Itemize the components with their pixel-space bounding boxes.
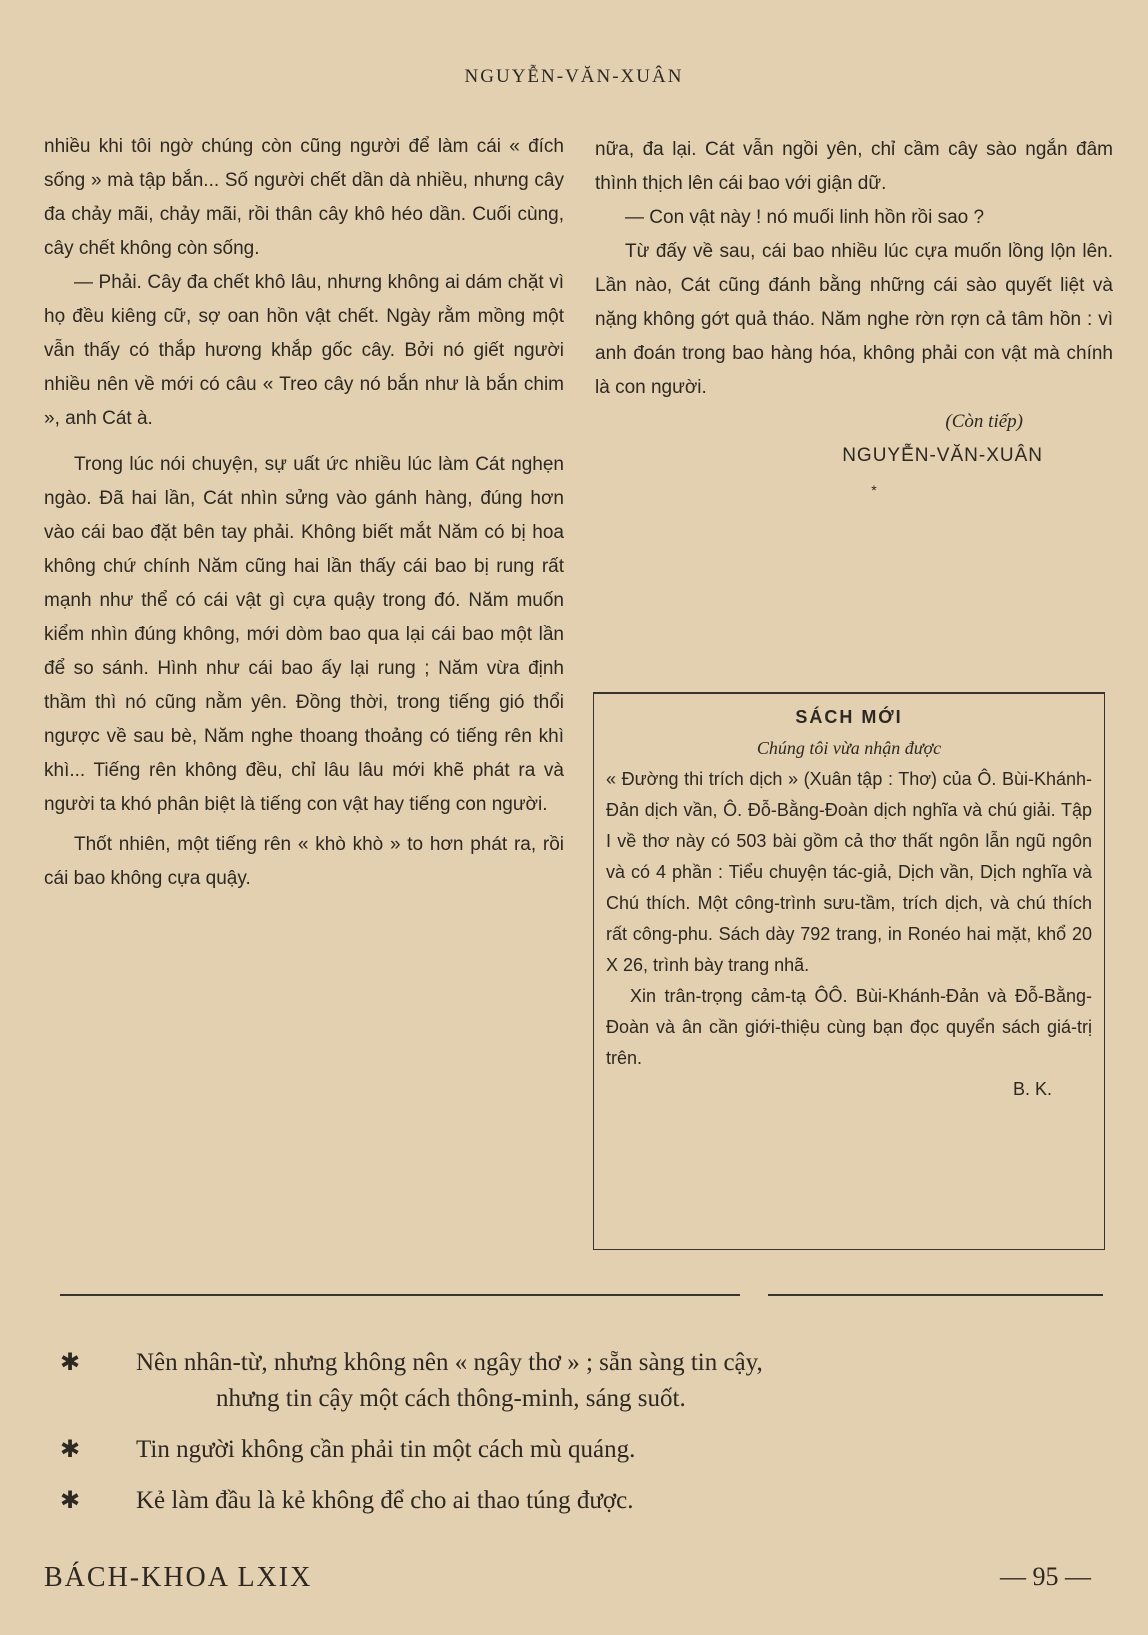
article-paragraph: Trong lúc nói chuyện, sự uất ức nhiều lúc làm Cát nghẹn ngào. Đã hai lần, Cát nhìn sửng vào gánh hàng, đúng hơn vào cái bao đặt bên tay phải. Không biết mắt Năm có bị hoa không chứ chính Năm cũng hai lần thấy cái bao bị rung rất mạnh như thể có cái vật gì cựa quậy trong đó. Năm muốn kiểm nhìn đúng không, mới dòm bao qua lại cái bao một lần để so sánh. Hình như cái bao ấy lại rung ; Năm vừa định thầm thì nó cũng nằm yên. Đồng thời, trong tiếng gió thổi ngược về sau bè, Năm nghe thoang thoảng có tiếng rên khì khì... Tiếng rên không đều, chỉ lâu lâu mới khẽ phát ra và người ta khó phân biệt là tiếng con vật hay tiếng con người. xyxy=(44,454,564,815)
end-mark: * xyxy=(871,482,877,498)
magazine-name: BÁCH-KHOA LXIX xyxy=(44,1562,313,1593)
article-paragraph: nữa, đa lại. Cát vẫn ngồi yên, chỉ cầm cây sào ngắn đâm thình thịch lên cái bao với giận dữ. xyxy=(595,139,1113,194)
divider-rule xyxy=(60,1294,740,1296)
maxim-line: Nên nhân-từ, nhưng không nên « ngây thơ » ; sẵn sàng tin cậy, xyxy=(136,1349,763,1376)
running-head: NGUYỄN-VĂN-XUÂN xyxy=(464,66,684,87)
article-paragraph: — Con vật này ! nó muối linh hồn rồi sao ? xyxy=(625,207,985,228)
notice-heading: SÁCH MỚI xyxy=(795,707,903,727)
article-paragraph: Từ đấy về sau, cái bao nhiều lúc cựa muốn lồng lộn lên. Lần nào, Cát cũng đánh bằng những cái sào quyết liệt và nặng không gớt quả tháo. Năm nghe rờn rợn cả tâm hồn : vì anh đoán trong bao hàng hóa, không phải con vật mà chính là con người. xyxy=(595,241,1113,398)
article-author: NGUYỄN-VĂN-XUÂN xyxy=(842,445,1043,466)
star-icon: ✱ xyxy=(60,1488,81,1514)
article-paragraph: Thốt nhiên, một tiếng rên « khò khò » to hơn phát ra, rồi cái bao không cựa quậy. xyxy=(44,834,564,889)
page-number: — 95 — xyxy=(1000,1562,1091,1591)
notice-subheading: Chúng tôi vừa nhận được xyxy=(756,738,942,758)
notice-paragraph: Xin trân-trọng cảm-tạ ÔÔ. Bùi-Khánh-Đản và Đỗ-Bằng-Đoàn và ân cần giới-thiệu cùng bạn đọc quyển sách giá-trị trên. xyxy=(606,986,1092,1068)
to-be-continued: (Còn tiếp) xyxy=(945,411,1023,432)
maxim-item xyxy=(60,1345,1120,1417)
article-left-column xyxy=(44,130,564,896)
maxim-item xyxy=(60,1432,1120,1468)
notice-signature: B. K. xyxy=(1012,1079,1052,1099)
article-right-column xyxy=(595,133,1113,507)
star-icon: ✱ xyxy=(60,1437,81,1463)
new-books-notice xyxy=(593,692,1105,1250)
maxim-line: Kẻ làm đầu là kẻ không để cho ai thao túng được. xyxy=(136,1487,634,1514)
divider-rule xyxy=(768,1294,1103,1296)
notice-paragraph: « Đường thi trích dịch » (Xuân tập : Thơ) của Ô. Bùi-Khánh-Đản dịch vần, Ô. Đỗ-Bằng-Đoàn dịch nghĩa và chú giải. Tập I về thơ này có 503 bài gồm cả thơ thất ngôn lẫn ngũ ngôn và có 4 phần : Tiểu chuyện tác-giả, Dịch vần, Dịch nghĩa và Chú thích. Một công-trình sưu-tầm, trích dịch, và chú thích rất công-phu. Sách dày 792 trang, in Ronéo hai mặt, khổ 20 X 26, trình bày trang nhã. xyxy=(606,769,1092,975)
star-icon: ✱ xyxy=(60,1350,81,1376)
maxim-line: nhưng tin cậy một cách thông-minh, sáng suốt. xyxy=(216,1385,686,1412)
maxim-item xyxy=(60,1483,1120,1519)
maxim-line: Tin người không cần phải tin một cách mù quáng. xyxy=(136,1436,636,1463)
article-paragraph: — Phải. Cây đa chết khô lâu, nhưng không ai dám chặt vì họ đều kiêng cữ, sợ oan hồn vật chết. Ngày rằm mồng một vẫn thấy có thắp hương khắp gốc cây. Bởi nó giết người nhiều nên về mới có câu « Treo cây nó bắn như là bắn chim », anh Cát à. xyxy=(44,272,564,429)
maxims-section xyxy=(60,1345,1120,1534)
article-paragraph: nhiều khi tôi ngờ chúng còn cũng người để làm cái « đích sống » mà tập bắn... Số người chết dần dà nhiều, nhưng cây đa chảy mãi, chảy mãi, rồi thân cây khô héo dần. Cuối cùng, cây chết không còn sống. xyxy=(44,136,564,259)
